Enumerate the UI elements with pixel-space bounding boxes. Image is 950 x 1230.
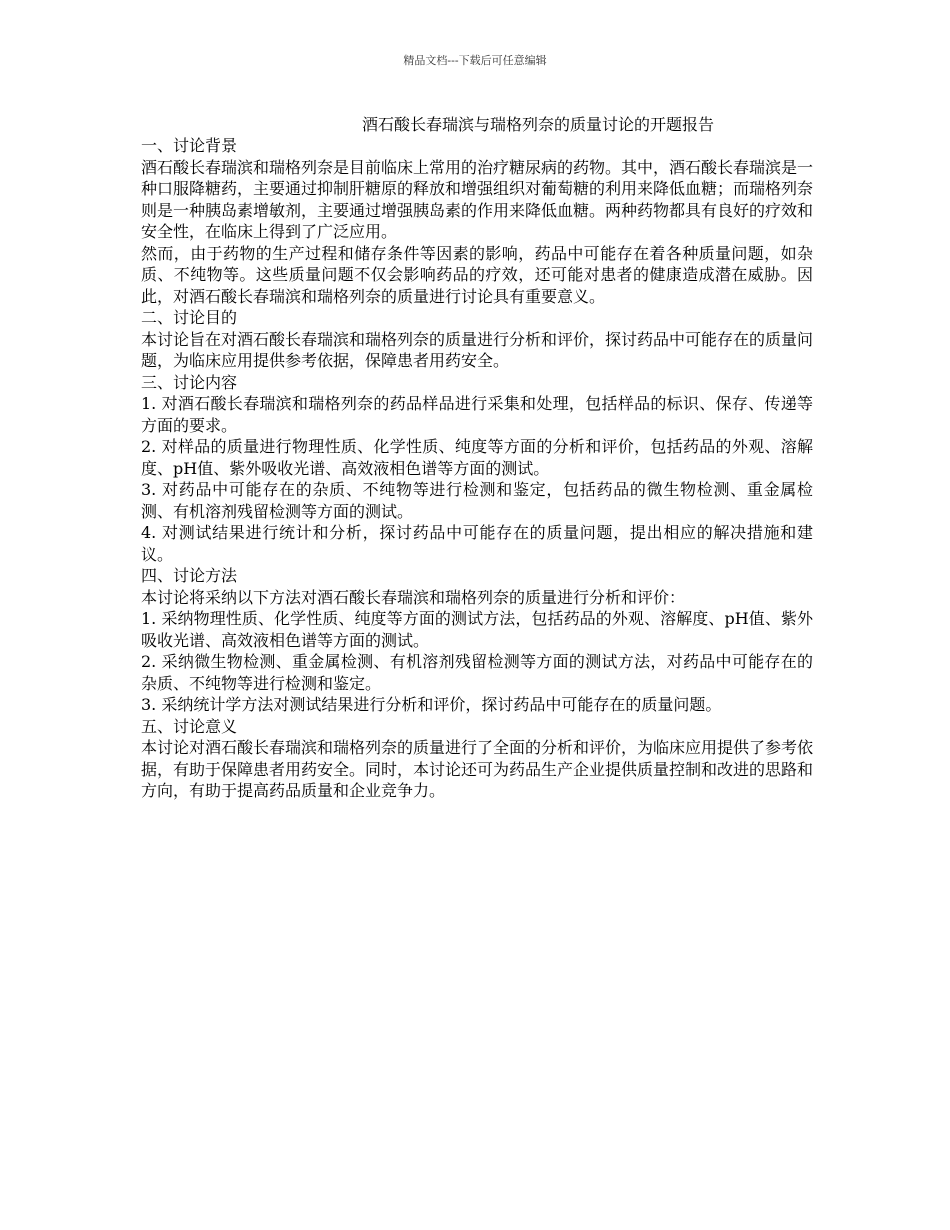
section-heading-methods: 四、讨论方法 <box>141 566 238 585</box>
section-heading-purpose: 二、讨论目的 <box>141 308 238 327</box>
purpose-paragraph: 本讨论旨在对酒石酸长春瑞滨和瑞格列奈的质量进行分析和评价，探讨药品中可能存在的质量问题，为临床应用提供参考依据，保障患者用药安全。 <box>141 329 814 370</box>
page-header-watermark: 精品文档---下载后可任意编辑 <box>403 54 547 67</box>
content-item-4: 4. 对测试结果进行统计和分析，探讨药品中可能存在的质量问题，提出相应的解决措施和建议。 <box>141 523 813 564</box>
content-item-2: 2. 对样品的质量进行物理性质、化学性质、纯度等方面的分析和评价，包括药品的外观、溶解度、pH值、紫外吸收光谱、高效液相色谱等方面的测试。 <box>141 437 813 478</box>
document-body <box>141 135 813 802</box>
methods-item-1: 1. 采纳物理性质、化学性质、纯度等方面的测试方法，包括药品的外观、溶解度、pH值、紫外吸收光谱、高效液相色谱等方面的测试。 <box>141 609 813 650</box>
document-title: 酒石酸长春瑞滨与瑞格列奈的质量讨论的开题报告 <box>362 115 715 134</box>
significance-paragraph: 本讨论对酒石酸长春瑞滨和瑞格列奈的质量进行了全面的分析和评价，为临床应用提供了参考依据，有助于保障患者用药安全。同时，本讨论还可为药品生产企业提供质量控制和改进的思路和方向，有助于提高药品质量和企业竞争力。 <box>141 738 814 800</box>
background-paragraph-1: 酒石酸长春瑞滨和瑞格列奈是目前临床上常用的治疗糖尿病的药物。其中，酒石酸长春瑞滨是一种口服降糖药，主要通过抑制肝糖原的释放和增强组织对葡萄糖的利用来降低血糖；而瑞格列奈则是一种胰岛素增敏剂，主要通过增强胰岛素的作用来降低血糖。两种药物都具有良好的疗效和安全性，在临床上得到了广泛应用。 <box>141 157 814 241</box>
content-item-3: 3. 对药品中可能存在的杂质、不纯物等进行检测和鉴定，包括药品的微生物检测、重金属检测、有机溶剂残留检测等方面的测试。 <box>141 480 813 521</box>
methods-item-3: 3. 采纳统计学方法对测试结果进行分析和评价，探讨药品中可能存在的质量问题。 <box>141 695 722 714</box>
methods-item-2: 2. 采纳微生物检测、重金属检测、有机溶剂残留检测等方面的测试方法，对药品中可能存在的杂质、不纯物等进行检测和鉴定。 <box>141 652 813 693</box>
methods-intro: 本讨论将采纳以下方法对酒石酸长春瑞滨和瑞格列奈的质量进行分析和评价： <box>141 587 686 607</box>
section-heading-significance: 五、讨论意义 <box>141 716 238 736</box>
section-heading-background: 一、讨论背景 <box>141 136 238 155</box>
background-paragraph-2: 然而，由于药物的生产过程和储存条件等因素的影响，药品中可能存在着各种质量问题，如杂质、不纯物等。这些质量问题不仅会影响药品的疗效，还可能对患者的健康造成潜在威胁。因此，对酒石酸长春瑞滨和瑞格列奈的质量进行讨论具有重要意义。 <box>141 243 813 306</box>
section-heading-content: 三、讨论内容 <box>141 372 238 392</box>
content-item-1: 1. 对酒石酸长春瑞滨和瑞格列奈的药品样品进行采集和处理，包括样品的标识、保存、传递等方面的要求。 <box>141 394 813 435</box>
